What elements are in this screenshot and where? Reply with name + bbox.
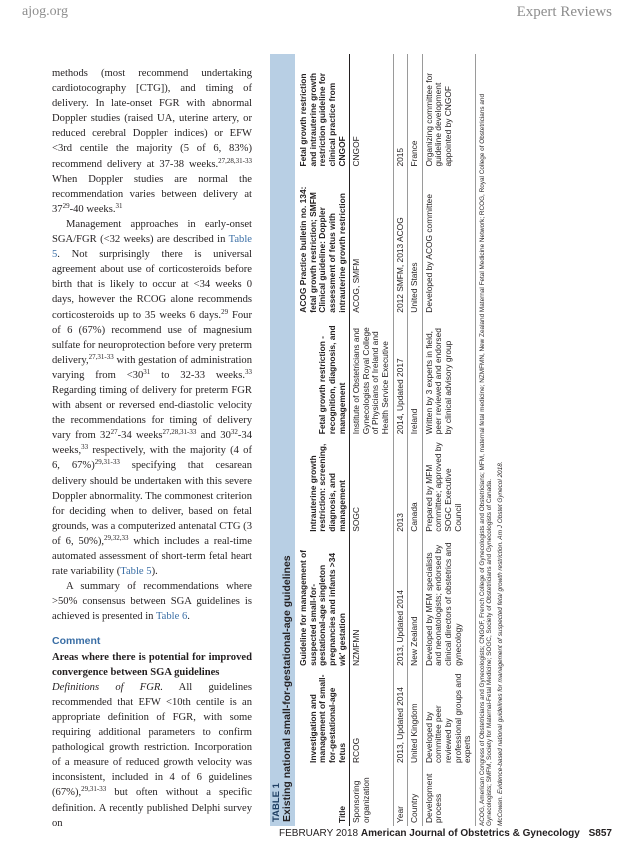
table-row [422,54,475,826]
site-name[interactable]: ajog.org [22,4,69,19]
table-cell: 2013, Updated 2014 [393,669,408,766]
table-cell: NZMFMN [350,535,393,669]
column-header-guideline: Fetal growth restriction and intrauterine growth restriction guideline for clinical practice from CNGOF [297,54,349,170]
table-row [408,54,423,826]
guidelines-table [297,54,476,826]
table-5-link[interactable]: Table 5 [52,234,252,261]
table-row [393,54,408,826]
column-header-guideline: Intrauterine growth restriction: screening, diagnosis, and management [297,437,349,534]
table-cell: United States [408,170,423,316]
table-cell: RCOG [350,669,393,766]
paragraph-1: methods (most recommend undertaking cardiotocography [CTG]), and timing of delivery. In late-onset FGR with abnormal Doppler studies (raised UA, uterine artery, or reduced cerebral Doppler indices) or EFW <3rd centile the majority (5 of 6, 83%) recommend delivery at 37-38 weeks.$^{27,28,31-33}$ When Doppler studies are normal the recommendation varies between delivery at $37^{29}-40$ weeks.$^{31}$ [52,68,252,215]
table-cell: ACOG, SMFM [350,170,393,316]
paragraph-4: Definitions of FGR. All guidelines recommended that EFW <10th centile is an appropriate definition of FGR, with some requiring additional parameters to confirm pathological growth restriction. Incorporation of a measure of reduced growth velocity was inconsistent, included in 4 of 6 guidelines (67%),$^{29,31-33}$ but often without a specific definition. A recently published Delphi survey on [52,681,252,829]
table-row [350,54,393,826]
table-cell: CNGOF [350,54,393,170]
paragraph-2: Management approaches in early-onset SGA/FGR (<32 weeks) are described in Table 5. Not surprisingly there is universal agreement about use of corticosteroids before birth that is likely to occur at <34 weeks 0 days, however the RCOG alone recommends corticosteroids up to 35 weeks 6 days.$^{29}$ Four of 6 (67%) recommend use of magnesium sulfate for neuroprotection before very preterm delivery,$^{27,31-33}$ with gestation of administration varying from $<30^{31}$ to 32-33 weeks.$^{33}$ Regarding timing of delivery for preterm FGR with absent or reversed end-diastolic velocity the recommendations for timing of delivery vary from $32^{27}-34$ weeks$^{27,28,31-33}$ and $30^{32}-34$ weeks,$^{33}$ respectively, with the majority (4 of 6, 67%)$^{29,31-33}$ specifying that cesarean delivery should be undertaken with this severe Doppler abnormality. The commonest criterion for deciding when to deliver, based on fetal grounds, was a computerized antenatal CTG (3 of 6, 50%),$^{29,32,33}$ which includes a real-time automated assessment of short-term fetal heart rate variability (Table 5). [52,218,252,578]
table-notes [479,54,505,826]
table-cell: 2013, Updated 2014 [393,535,408,669]
table-cell: SOGC [350,437,393,534]
table-cell: Organizing committee for guideline development appointed by CNGOF [422,54,475,170]
paragraph-3: A summary of recommendations where >50% consensus between SGA guidelines is achieved is presented in Table 6. [52,581,252,623]
abbreviation-note: ACOG, American Congress of Obstetricians and Gynecologists; CNGOF, French College of Gynecologists and Obstetricians; MFM, maternal fetal medicine; NZMFMN, New Zealand Maternal Fetal Medicine Network; RCOG, Royal College of Obstetricians and Gynecologists; SMFM, Society for Maternal-Fetal Medicine; SOGC, Society of Obstetricians and Gynecologists of Canada. [478,93,494,826]
column-header-guideline: Guideline for management of suspected small-for-gestational-age singleton pregnancies and infants >34 wk' gestation [297,535,349,669]
table-cell: Ireland [408,316,423,438]
comment-heading: Comment [52,635,101,648]
table-cell: Written by 3 experts in field, peer reviewed and endorsed by clinical advisory group [422,316,475,438]
table-cell: France [408,54,423,170]
table-cell: 2014, Updated 2017 [393,316,408,438]
table-cell: Institute of Obstetricians and Gynecologists Royal College of Physicians of Ireland and Health Service Executive [350,316,393,438]
table-cell: 2015 [393,54,408,170]
table-cell: New Zealand [408,535,423,669]
table-tag: TABLE 1 [270,54,282,826]
row-label: Country [408,766,423,826]
table-cell: United Kingdom [408,669,423,766]
table-cell: Developed by MFM specialists and neonatologists; endorsed by clinical directors of obstetrics and gynecology [422,535,475,669]
row-label: Year [393,766,408,826]
row-label: Development process [422,766,475,826]
table-5-link-2[interactable]: Table 5 [120,566,152,578]
table-title: Existing national small-for-gestational-age guidelines [282,54,296,826]
body-column [52,66,252,831]
column-header-guideline: Investigation and management of small-for-gestational-age fetus [297,669,349,766]
journal-name: American Journal of Obstetrics & Gynecology [360,828,580,839]
issue-date: FEBRUARY 2018 [279,828,359,839]
table-cell: Prepared by MFM committee; approved by SOGC Executive Council [422,437,475,534]
column-header-title: Title [297,766,349,826]
table-cell: 2012 SMFM, 2013 ACOG [393,170,408,316]
column-header-guideline: ACOG Practice bulletin no. 134: fetal growth restriction; SMFM Clinical guideline: Doppler assessment of fetus with intrauterine growth restriction [297,170,349,316]
row-label: Sponsoring organization [350,766,393,826]
table-citation: McCowan. Evidence-based national guidelines for management of suspected fetal growth restriction. Am J Obstet Gynecol 2018. [496,461,504,826]
section-label: Expert Reviews [516,4,612,20]
column-header-guideline: Fetal growth restriction - recognition, diagnosis, and management [297,316,349,438]
page-footer [279,828,612,839]
table-cell: Developed by committee peer reviewed by professional groups and experts [422,669,475,766]
subheading: Areas where there is potential for improved convergence between SGA guidelines [52,651,252,678]
table-cell: Canada [408,437,423,534]
table-1-panel [270,54,586,826]
page-number: S857 [588,828,612,839]
table-6-link[interactable]: Table 6 [155,611,188,623]
table-cell: 2013 [393,437,408,534]
table-cell: Developed by ACOG committee [422,170,475,316]
